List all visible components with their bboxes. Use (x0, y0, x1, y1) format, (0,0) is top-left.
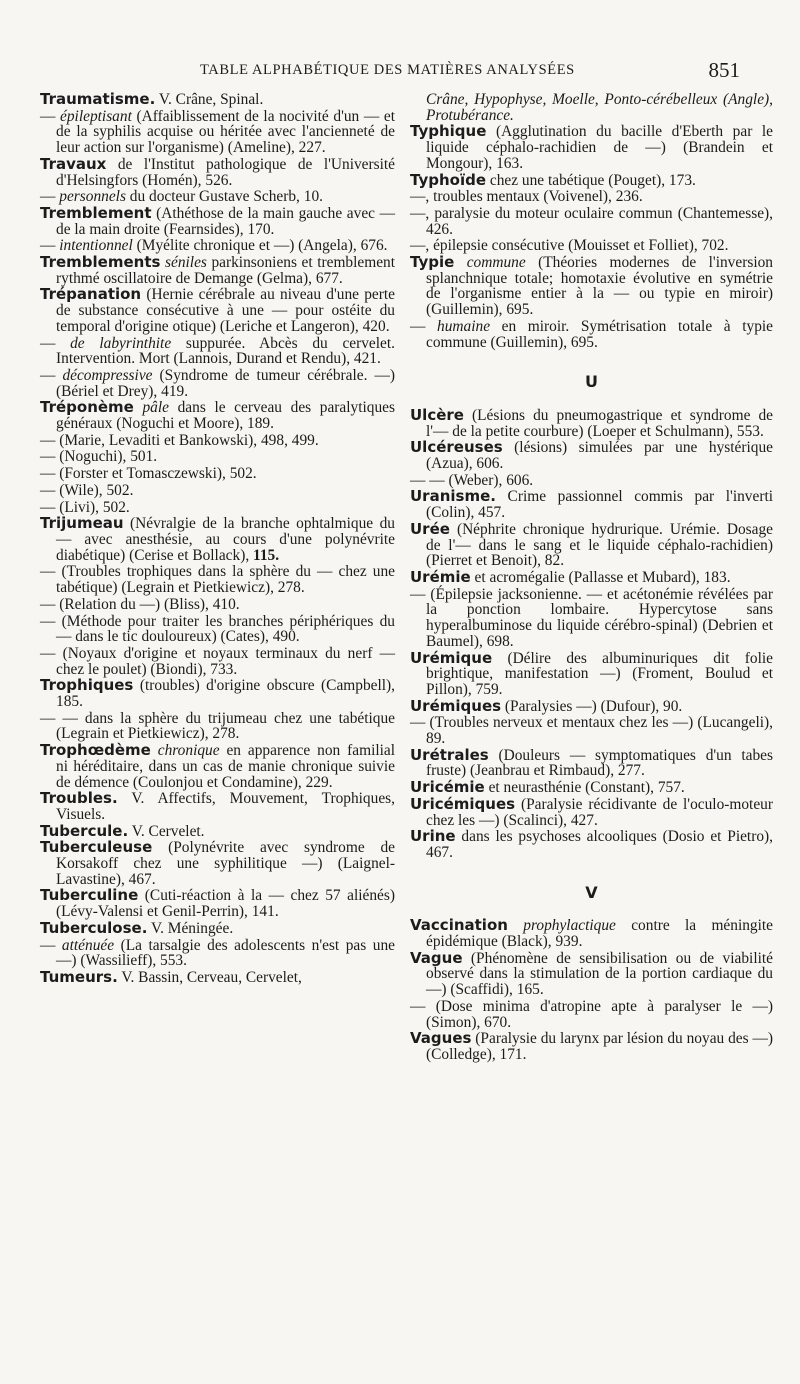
index-entry (40, 255, 395, 286)
entry-text: V. Affectifs, Mouvement, Trophiques, Visuels. (56, 790, 395, 823)
entry-dash: — — (40, 709, 85, 727)
entry-text: suppurée. Abcès du cervelet. Intervention. Mort (Lannois, Durand et Rendu), 421. (56, 334, 395, 368)
right-column-v-entries (410, 918, 773, 1062)
entry-text: (Wile), 502. (59, 481, 134, 499)
entry-italic-qualifier: commune (454, 254, 526, 272)
entry-text: (Théories modernes de l'inversion splanchnique totale; homotaxie évolutive en symétrie de l'organisme entier à la — ou typie en miroir) (Guillemin), 695. (426, 254, 773, 319)
entry-headword: Uricémie (410, 778, 485, 797)
entry-italic-subhead: atténuée (61, 936, 115, 954)
index-entry (40, 564, 395, 595)
entry-dash: — (40, 448, 60, 466)
entry-dash: — (40, 936, 62, 954)
entry-text: (Polynévrite avec syndrome de Korsakoff chez une syphilitique —) (Laignel-Lavastine), 467. (56, 839, 395, 888)
section-letter-v: V (585, 882, 598, 902)
entry-headword: Urémique (410, 648, 493, 667)
entry-text: (Douleurs — symptomatiques d'un tabes fruste) (Jeanbrau et Rimbaud), 277. (426, 746, 773, 780)
index-entry (410, 794, 773, 829)
entry-italic-subhead: décompressive (62, 366, 153, 384)
entry-headword: Urétrales (410, 745, 489, 764)
index-entry (40, 154, 395, 189)
index-entry (410, 829, 773, 860)
entry-text: (Affaiblissement de la nocivité d'un — et de la syphilis acquise ou héritée avec l'ancienneté de leur action sur l'organisme) (Ameline), 227. (56, 107, 395, 157)
entry-headword: Urine (410, 827, 456, 846)
index-entry (410, 648, 773, 698)
index-entry (410, 696, 773, 715)
index-entry (40, 711, 395, 742)
entry-text: (Myélite chronique et —) (Angela), 676. (132, 237, 388, 255)
entry-text: (Névralgie de la branche ophtalmique du — avec anesthésie, au cours d'une polynévrite diabétique) (Cerise et Bollack), (56, 515, 395, 564)
entry-dash: — (410, 585, 431, 603)
entry-headword: Tuberculose. (40, 918, 148, 937)
entry-italic-subhead: personnels (59, 188, 126, 206)
index-entry (40, 938, 395, 969)
entry-text: (Athéthose de la main gauche avec — de la main droite (Fearnsides), 170. (56, 204, 395, 238)
entry-headword: Tremblements (40, 253, 161, 272)
index-entry (40, 597, 395, 613)
index-entry (410, 999, 773, 1030)
index-entry (40, 840, 395, 887)
entry-dash: — (40, 431, 60, 449)
entry-text: (Marie, Levaditi et Bankowski), 498, 499. (59, 431, 319, 449)
entry-text: V. Bassin, Cerveau, Cervelet, (117, 968, 302, 986)
right-column (410, 92, 773, 1064)
page-header (40, 58, 740, 88)
entry-text: (Phénomène de sensibilisation ou de viabilité observé dans la stimulation de la portion cardiaque du —) (Scaffidi), 165. (426, 949, 773, 999)
index-entry (40, 109, 395, 156)
entry-dash: — (40, 481, 60, 499)
entry-headword: Troubles. (40, 789, 118, 808)
index-entry (410, 567, 773, 586)
entry-text: et acromégalie (Pallasse et Mubard), 183. (470, 568, 731, 586)
index-entry (40, 189, 395, 205)
entry-text: V. Méningée. (147, 919, 234, 937)
entry-dash: — (40, 366, 63, 384)
index-entry (40, 967, 395, 986)
entry-dash: —, (410, 237, 434, 255)
entry-text: (Cuti-réaction à la — chez 57 aliénés) (Lévy-Valensi et Genil-Perrin), 141. (56, 887, 395, 921)
entry-dash: — (40, 612, 62, 630)
entry-dash: — (410, 997, 436, 1015)
index-entry (40, 449, 395, 465)
index-entry (410, 238, 773, 254)
entry-headword: Ulcère (410, 405, 464, 424)
entry-italic-qualifier: pâle (133, 399, 169, 417)
entry-text: en miroir. Symétrisation totale à typie commune (Guillemin), 695. (426, 317, 773, 351)
index-entry (40, 287, 395, 334)
entry-dash: — (40, 563, 62, 581)
entry-headword: Tuberculine (40, 886, 139, 905)
entry-text: (Livi), 502. (59, 498, 130, 516)
entry-dash: — (40, 237, 60, 255)
entry-italic-qualifier: prophylactique (507, 917, 616, 935)
entry-headword: Vague (410, 948, 463, 967)
index-entry (410, 780, 773, 796)
entry-dash: — (410, 714, 430, 732)
entry-headword: Typhoïde (410, 170, 487, 189)
entry-dash: — (40, 595, 60, 613)
entry-text: (Épilepsie jacksonienne. — et acétonémie révélées par la ponction lombaire. Hypercytose sans hyperalbuminose du liquide cérébro-spinal) (Debrien et Baumel), 698. (426, 585, 773, 650)
entry-text: (Syndrome de tumeur cérébrale. —) (Bériel et Drey), 419. (56, 366, 395, 400)
index-entry (410, 189, 773, 205)
index-entry (40, 516, 395, 563)
entry-text: dans le cerveau des paralytiques généraux (Noguchi et Moore), 189. (56, 399, 395, 433)
index-entry (410, 473, 773, 489)
index-entry (40, 336, 395, 367)
entry-text: (Paralysies —) (Dufour), 90. (501, 697, 683, 715)
entry-text: (Agglutination du bacille d'Eberth par le liquide céphalo-rachidien de —) (Brandein et Mongour), 163. (426, 123, 773, 172)
index-entry (410, 587, 773, 650)
index-entry (40, 743, 395, 790)
entry-text: (La tarsalgie des adolescents n'est pas une —) (Wassilieff), 553. (56, 936, 395, 970)
entry-headword: Travaux (40, 154, 107, 173)
index-entry (410, 918, 773, 949)
entry-dash: — (40, 107, 61, 125)
entry-headword: Trophiques (40, 676, 134, 695)
entry-headword: Typie (410, 253, 455, 272)
entry-text: troubles mentaux (Voivenel), 236. (433, 188, 643, 206)
entry-text: (Néphrite chronique hydrurique. Urémie. Dosage de l'— dans le sang et le liquide céphalo-rachidien) (Pierret et Benoit), 82. (426, 520, 773, 570)
entry-headword: Uranisme. (410, 487, 496, 506)
left-column (40, 92, 395, 987)
entry-headword: Trijumeau (40, 514, 124, 533)
entry-dash: — (40, 334, 71, 352)
entry-italic-subhead: de labyrinthite (70, 334, 172, 352)
entry-dash: — (40, 188, 60, 206)
index-entry (40, 203, 395, 238)
entry-headword: Vaccination (410, 916, 508, 935)
entry-text: du docteur Gustave Scherb, 10. (125, 188, 323, 206)
entry-headword: Tréponème (40, 398, 134, 417)
entry-text: en apparence non familial ni héréditaire, dans un cas de manie chronique suivie de démence (Coulonjou et Condamine), 229. (56, 742, 395, 791)
entry-text: (Troubles nerveux et mentaux chez les —) (Lucangeli), 89. (426, 714, 773, 748)
entry-bold-page: 115. (253, 546, 280, 564)
entry-text: (Lésions du pneumogastrique et syndrome de l'— de la petite courbure) (Loeper et Schulmann), 553. (426, 406, 773, 440)
entry-headword: Urémie (410, 567, 471, 586)
index-entry (40, 791, 395, 822)
entry-headword: Tuberculeuse (40, 838, 153, 857)
entry-headword: Typhique (410, 122, 487, 141)
index-entry (410, 124, 773, 171)
entry-headword: Tubercule. (40, 821, 129, 840)
entry-italic-qualifier: chronique (150, 742, 220, 760)
running-title: TABLE ALPHABÉTIQUE DES MATIÈRES ANALYSÉES (200, 62, 575, 78)
index-entry (410, 948, 773, 999)
index-entry (410, 206, 773, 237)
entry-dash: — (40, 465, 60, 483)
index-entry (410, 440, 773, 471)
index-entry (40, 614, 395, 645)
index-entry (40, 483, 395, 499)
entry-text: (lésions) simulées par une hystérique (Azua), 606. (426, 439, 773, 473)
entry-headword: Trophœdème (40, 741, 151, 760)
entry-text: (Hernie cérébrale au niveau d'une perte de substance consécutive à une — pour ostéite du temporal d'origine otique) (Leriche et Langeron), 420. (56, 286, 395, 335)
entry-headword: Trépanation (40, 285, 142, 304)
page-number: 851 (708, 58, 740, 82)
entry-dash: — (40, 644, 63, 662)
entry-headword: Urée (410, 519, 450, 538)
entry-headword: Vagues (410, 1029, 472, 1048)
index-entry (410, 92, 773, 123)
section-letter-u: U (585, 372, 598, 392)
right-column-t-entries (410, 92, 773, 350)
index-entry (40, 500, 395, 516)
entry-text: (Noyaux d'origine et noyaux terminaux du nerf — chez le poulet) (Biondi), 733. (56, 644, 395, 678)
entry-headword: Uricémiques (410, 794, 516, 813)
entry-text: Crime passionnel commis par l'inverti (Colin), 457. (426, 488, 773, 522)
entry-text: épilepsie consécutive (Mouisset et Folliet), 702. (433, 237, 729, 255)
index-entry (40, 433, 395, 449)
index-entry (410, 715, 773, 746)
entry-dash: — (40, 498, 60, 516)
index-entry (410, 319, 773, 350)
index-entry (40, 646, 395, 677)
entry-headword: Urémiques (410, 696, 502, 715)
entry-text: (Paralysie récidivante de l'oculo-moteur chez les —) (Scalinci), 427. (426, 795, 773, 829)
index-entry (40, 821, 395, 840)
entry-text: (Paralysie du larynx par lésion du noyau des —) (Colledge), 171. (426, 1030, 773, 1063)
index-entry (40, 466, 395, 482)
index-entry (410, 170, 773, 189)
entry-dash: —, (410, 188, 434, 206)
index-entry (40, 400, 395, 431)
index-entry (40, 368, 395, 399)
entry-headword: Tremblement (40, 203, 152, 222)
entry-text: V. Cervelet. (128, 822, 205, 840)
entry-italic-subhead: humaine (437, 317, 491, 335)
right-column-u-entries (410, 405, 773, 861)
entry-text: parkinsoniens et tremblement rythmé oscillatoire de Demange (Gelma), 677. (56, 254, 395, 287)
entry-text: (Weber), 606. (448, 471, 534, 489)
index-entry (410, 745, 773, 780)
entry-text: de l'Institut pathologique de l'Université d'Helsingfors (Homén), 526. (56, 155, 395, 189)
entry-text: (Relation du —) (Bliss), 410. (59, 595, 240, 613)
entry-italic-subhead: Crâne, Hypophyse, Moelle, Ponto-cérébelleux (Angle), Protubérance. (426, 91, 773, 124)
entry-headword: Tumeurs. (40, 967, 118, 986)
entry-headword: Traumatisme. (40, 90, 156, 108)
entry-text: (Troubles trophiques dans la sphère du — chez une tabétique) (Legrain et Pietkiewicz), 278. (56, 563, 395, 597)
entry-text: dans les psychoses alcooliques (Dosio et Pietro), 467. (426, 828, 773, 861)
entry-text: contre la méningite épidémique (Black), 939. (426, 917, 773, 951)
index-entry (40, 92, 395, 108)
entry-text: (Délire des albuminuriques dit folie brightique, manifestation —) (Froment, Boulud et Pillon), 759. (426, 649, 773, 698)
index-entry (410, 489, 773, 520)
entry-text: (Dose minima d'atropine apte à paralyser le —) (Simon), 670. (426, 997, 773, 1031)
index-entry (410, 1031, 773, 1062)
index-entry (40, 918, 395, 937)
entry-text: (Forster et Tomasczewski), 502. (59, 465, 257, 483)
entry-italic-qualifier: séniles (160, 254, 207, 272)
entry-headword: Ulcéreuses (410, 438, 503, 457)
entry-dash: — (410, 317, 438, 335)
index-entry (40, 238, 395, 254)
entry-text: V. Crâne, Spinal. (155, 91, 264, 108)
entry-dash: —, (410, 204, 435, 222)
entry-text: (Noguchi), 501. (59, 448, 158, 466)
entry-dash: — — (410, 471, 449, 489)
index-entry (410, 405, 773, 440)
entry-italic-subhead: intentionnel (59, 237, 133, 255)
entry-text: chez une tabétique (Pouget), 173. (486, 171, 696, 189)
entry-text: paralysie du moteur oculaire commun (Chantemesse), 426. (426, 204, 773, 238)
index-entry (410, 519, 773, 570)
index-entry (40, 888, 395, 919)
entry-text: et neurasthénie (Constant), 757. (484, 779, 685, 797)
index-entry (40, 678, 395, 709)
entry-text: (troubles) d'origine obscure (Campbell), 185. (56, 677, 395, 711)
entry-italic-subhead: épileptisant (60, 107, 132, 125)
entry-text: dans la sphère du trijumeau chez une tabétique (Legrain et Pietkiewicz), 278. (56, 709, 395, 743)
entry-text: (Méthode pour traiter les branches périphériques du — dans le tic douloureux) (Cates), 490. (56, 612, 395, 646)
index-entry (410, 255, 773, 318)
